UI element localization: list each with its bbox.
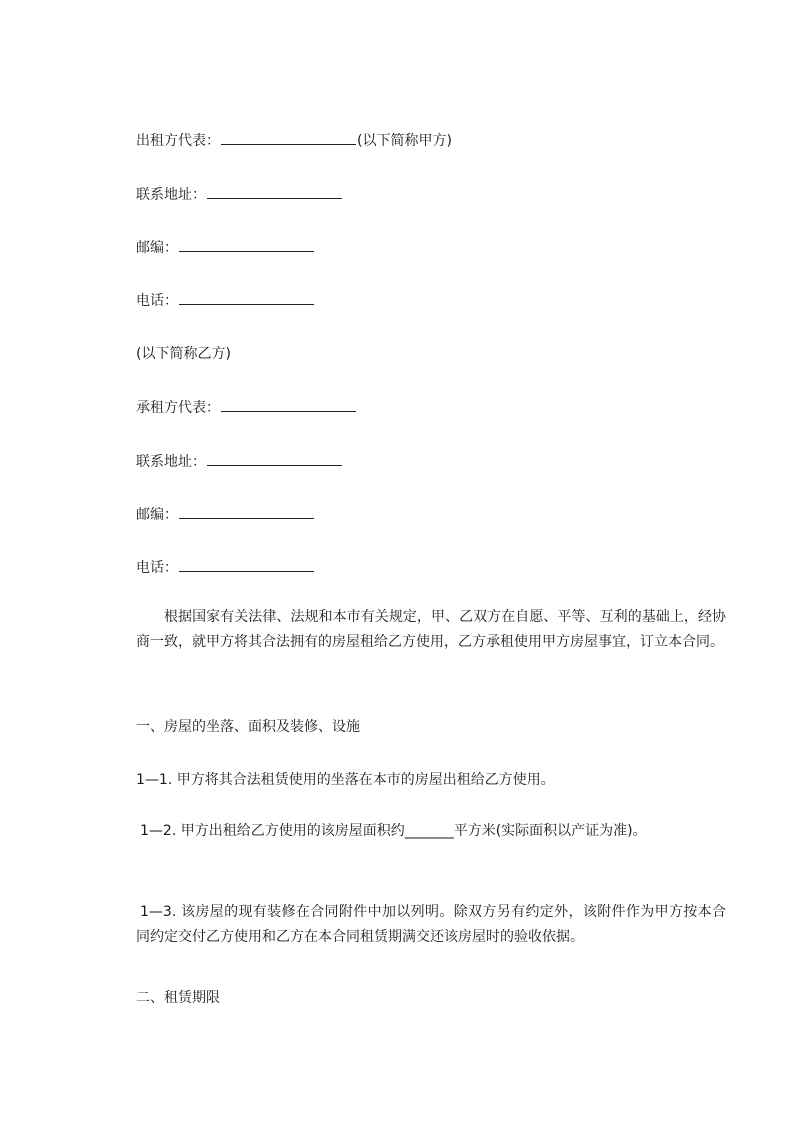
lessee-phone-label: 电话： <box>136 560 178 576</box>
section2-heading: 二、租赁期限 <box>136 990 220 1006</box>
preamble-paragraph: 根据国家有关法律、法规和本市有关规定，甲、乙双方在自愿、平等、互利的基础上，经协商一致，就甲方将其合法拥有的房屋租给乙方使用，乙方承租使用甲方房屋事宜，订立本合同。 <box>136 609 726 650</box>
lessor-rep-line <box>136 132 452 149</box>
clause-1-3: 1—3. 该房屋的现有装修在合同附件中加以列明。除双方另有约定外，该附件作为甲方按本合同约定交付乙方使用和乙方在本合同租赁期满交还该房屋时的验收依据。 <box>136 904 726 945</box>
lessor-phone-line <box>136 292 315 309</box>
area-blank[interactable]: _______ <box>404 823 454 839</box>
lessee-postcode-blank[interactable] <box>179 506 314 519</box>
lessor-postcode-label: 邮编： <box>136 240 178 256</box>
clause-1-2 <box>136 819 726 844</box>
lessor-rep-blank[interactable] <box>221 132 356 145</box>
lessee-address-line <box>136 453 343 470</box>
lessee-short-name: (以下简称乙方) <box>136 346 231 362</box>
lessor-address-label: 联系地址： <box>136 187 206 203</box>
lessee-postcode-line <box>136 506 315 523</box>
clause-1-2-suffix: 平方米(实际面积以产证为准)。 <box>453 823 647 839</box>
lessee-rep-blank[interactable] <box>221 399 356 412</box>
lessee-phone-line <box>136 559 315 576</box>
lessee-postcode-label: 邮编： <box>136 507 178 523</box>
lessor-phone-blank[interactable] <box>179 292 314 305</box>
lessor-rep-label: 出租方代表： <box>136 133 220 149</box>
lessor-rep-suffix: (以下简称甲方) <box>357 133 452 149</box>
lessee-address-label: 联系地址： <box>136 454 206 470</box>
clause-1-2-prefix: 1—2. 甲方出租给乙方使用的该房屋面积约 <box>140 823 405 839</box>
section1-heading: 一、房屋的坐落、面积及装修、设施 <box>136 719 360 735</box>
lessor-address-line <box>136 186 343 203</box>
lessee-phone-blank[interactable] <box>179 559 314 572</box>
lessor-address-blank[interactable] <box>207 186 342 199</box>
lessor-phone-label: 电话： <box>136 293 178 309</box>
lessor-postcode-line <box>136 239 315 256</box>
lessee-address-blank[interactable] <box>207 453 342 466</box>
clause-1-1: 1—1. 甲方将其合法租赁使用的坐落在本市的房屋出租给乙方使用。 <box>136 772 555 788</box>
lessee-rep-line <box>136 399 357 416</box>
lessor-postcode-blank[interactable] <box>179 239 314 252</box>
lessee-rep-label: 承租方代表： <box>136 400 220 416</box>
